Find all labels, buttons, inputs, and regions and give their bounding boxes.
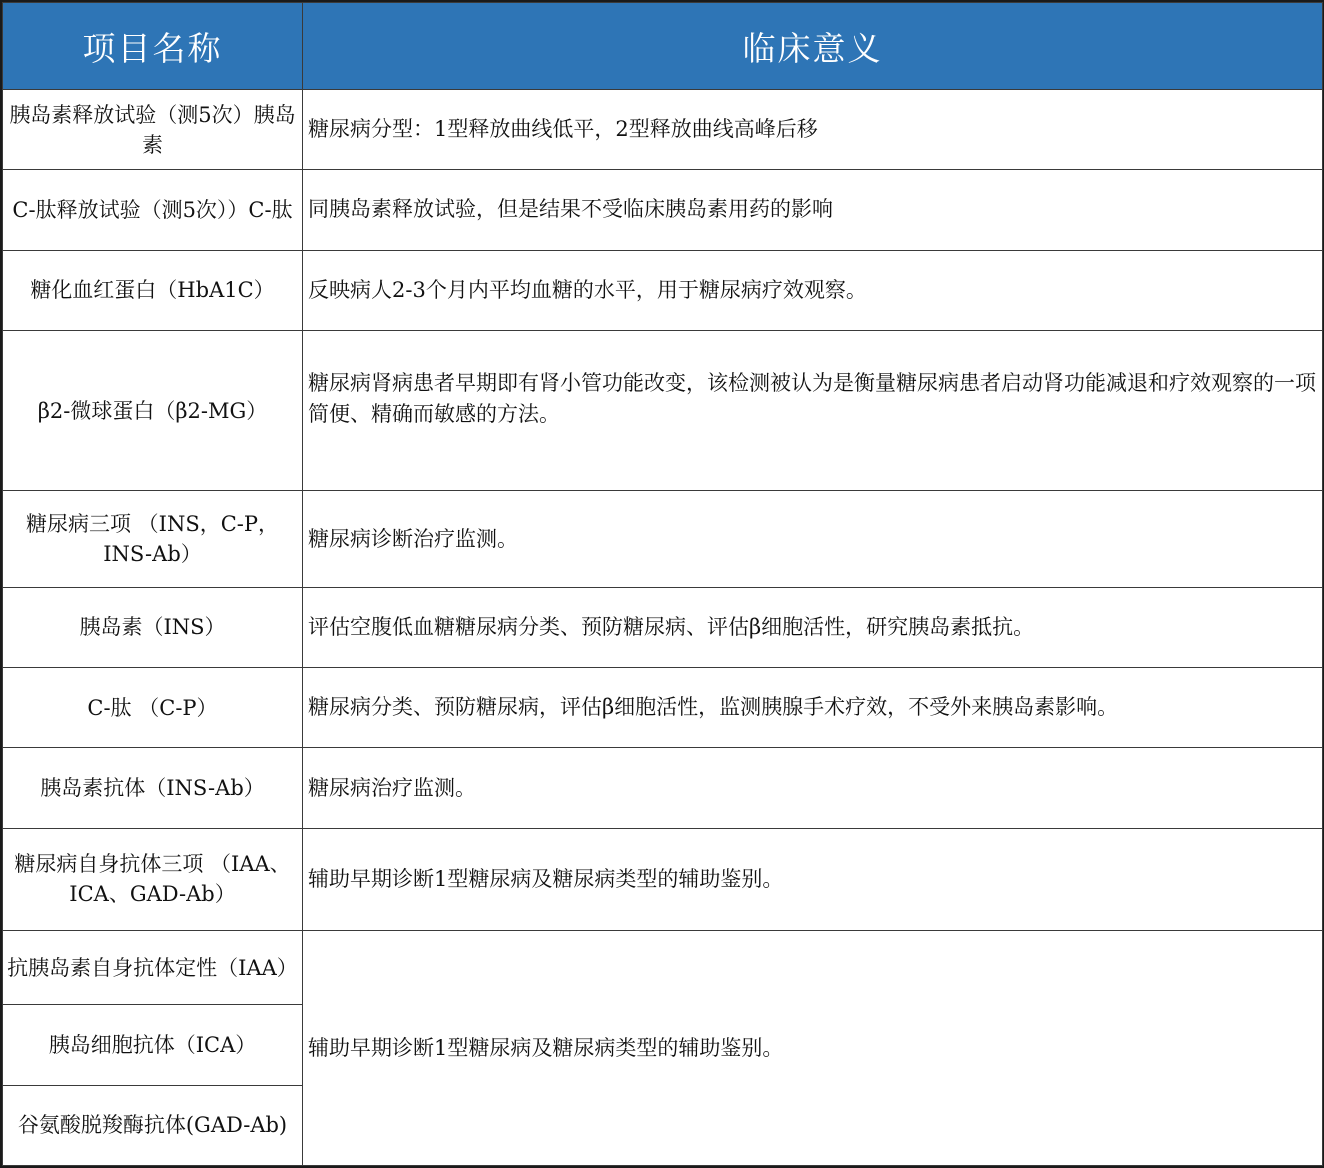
table-row (3, 250, 1323, 330)
item-name-cell: β2-微球蛋白（β2-MG） (3, 330, 303, 491)
column-header-clinical-significance: 临床意义 (303, 3, 1323, 90)
item-name-cell: C-肽释放试验（测5次））C-肽 (3, 170, 303, 250)
clinical-significance-merged-cell: 辅助早期诊断1型糖尿病及糖尿病类型的辅助鉴别。 (303, 931, 1323, 1166)
table-row (3, 931, 1323, 1005)
item-name-cell: 胰岛细胞抗体（ICA） (3, 1005, 303, 1085)
item-name-cell: 胰岛素释放试验（测5次）胰岛素 (3, 90, 303, 170)
item-name-cell: 谷氨酸脱羧酶抗体(GAD-Ab) (3, 1085, 303, 1165)
table-row (3, 668, 1323, 748)
table-row (3, 491, 1323, 587)
clinical-significance-cell (303, 330, 1323, 491)
column-header-item-name: 项目名称 (3, 3, 303, 90)
clinical-significance-cell: 辅助早期诊断1型糖尿病及糖尿病类型的辅助鉴别。 (303, 828, 1323, 930)
table-header-row (3, 3, 1323, 90)
item-name-cell: 胰岛素（INS） (3, 587, 303, 667)
table-row (3, 828, 1323, 930)
item-name-cell: 糖尿病三项 （INS，C-P，INS-Ab） (3, 491, 303, 587)
clinical-significance-cell: 糖尿病诊断治疗监测。 (303, 491, 1323, 587)
clinical-significance-cell: 同胰岛素释放试验，但是结果不受临床胰岛素用药的影响 (303, 170, 1323, 250)
clinical-significance-text: 糖尿病肾病患者早期即有肾小管功能改变，该检测被认为是衡量糖尿病患者启动肾功能减退和疗效观察的一项简便、精确而敏感的方法。 (308, 370, 1316, 426)
clinical-significance-cell: 反映病人2-3个月内平均血糖的水平，用于糖尿病疗效观察。 (303, 250, 1323, 330)
item-name-cell: 糖尿病自身抗体三项 （IAA、ICA、GAD-Ab） (3, 828, 303, 930)
table-row (3, 587, 1323, 667)
item-name-cell: 糖化血红蛋白（HbA1C） (3, 250, 303, 330)
table-row (3, 748, 1323, 828)
table-row (3, 90, 1323, 170)
item-name-cell: 抗胰岛素自身抗体定性（IAA） (3, 931, 303, 1005)
table-row (3, 170, 1323, 250)
clinical-significance-cell: 糖尿病治疗监测。 (303, 748, 1323, 828)
item-name-cell: C-肽 （C-P） (3, 668, 303, 748)
clinical-significance-cell: 糖尿病分型：1型释放曲线低平，2型释放曲线高峰后移 (303, 90, 1323, 170)
table-row (3, 330, 1323, 491)
clinical-significance-cell: 糖尿病分类、预防糖尿病，评估β细胞活性，监测胰腺手术疗效，不受外来胰岛素影响。 (303, 668, 1323, 748)
clinical-significance-table (2, 2, 1323, 1166)
clinical-significance-cell: 评估空腹低血糖糖尿病分类、预防糖尿病、评估β细胞活性，研究胰岛素抵抗。 (303, 587, 1323, 667)
item-name-cell: 胰岛素抗体（INS-Ab） (3, 748, 303, 828)
